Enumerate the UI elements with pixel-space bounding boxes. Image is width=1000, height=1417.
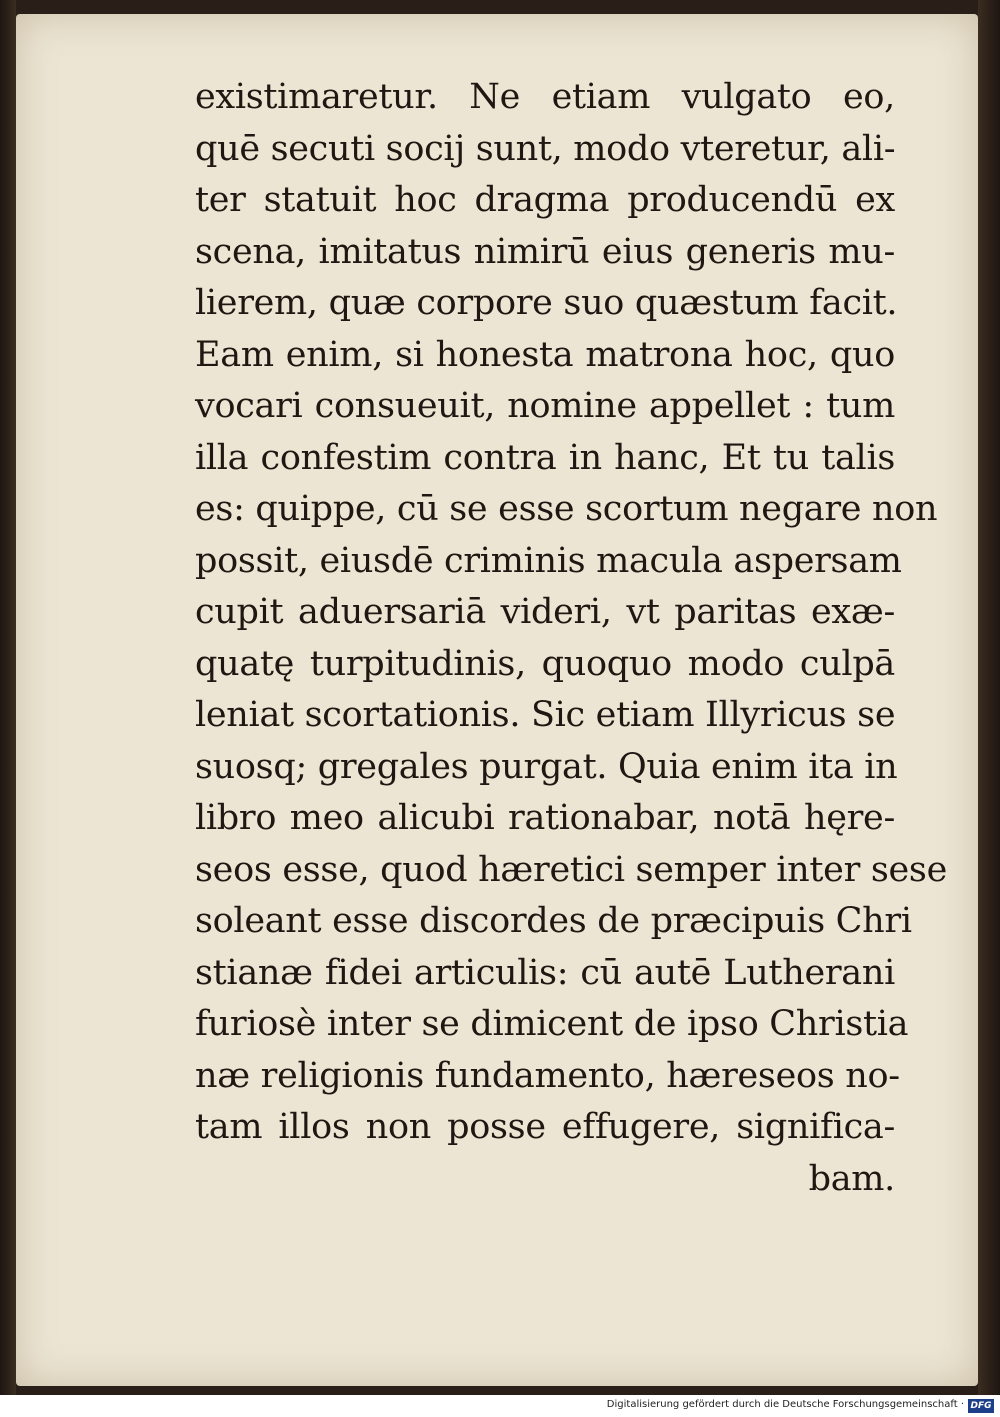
text-line: quatę turpitudinis, quoquo modo culpā bbox=[195, 643, 895, 684]
text-line: Eam enim, si honesta matrona hoc, quo bbox=[195, 334, 895, 375]
page-edge-right bbox=[978, 0, 1000, 1395]
footer-bar bbox=[0, 1395, 1000, 1417]
text-line: quē secuti socij sunt, modo vteretur, ali- bbox=[195, 128, 896, 169]
page-edge-left bbox=[0, 0, 16, 1395]
text-line: stianæ fidei articulis: cū autē Lutherani bbox=[195, 952, 895, 993]
text-line: furiosè inter se dimicent de ipso Christia bbox=[195, 1004, 909, 1044]
text-line: libro meo alicubi rationabar, notā hęre- bbox=[195, 798, 895, 838]
text-line: lierem, quæ corpore suo quæstum facit. bbox=[195, 283, 898, 323]
page-text-block bbox=[195, 72, 948, 1205]
dfg-logo-icon: DFG bbox=[968, 1399, 994, 1413]
text-line: illa confestim contra in hanc, Et tu talis bbox=[195, 437, 895, 478]
funding-credit: Digitalisierung gefördert durch die Deutsche Forschungsgemeinschaft · bbox=[606, 1399, 964, 1410]
text-line: suosq; gregales purgat. Quia enim ita in bbox=[195, 746, 898, 787]
text-line: leniat scortationis. Sic etiam Illyricus se bbox=[195, 695, 896, 735]
text-line: possit, eiusdē criminis macula aspersam bbox=[195, 540, 902, 581]
text-line: soleant esse discordes de præcipuis Chri bbox=[195, 901, 912, 941]
text-line: es: quippe, cū se esse scortum negare non bbox=[195, 489, 938, 529]
text-line: cupit aduersariā videri, vt paritas exæ- bbox=[195, 592, 895, 632]
text-line: scena, imitatus nimirū eius generis mu- bbox=[195, 231, 895, 272]
text-line: existimaretur. Ne etiam vulgato eo, bbox=[195, 77, 895, 117]
text-line: vocari consueuit, nomine appellet : tum bbox=[195, 386, 895, 426]
text-line: næ religionis fundamento, hæreseos no- bbox=[195, 1055, 900, 1096]
text-line: tam illos non posse effugere, significa- bbox=[195, 1107, 895, 1147]
text-line: ter statuit hoc dragma producendū ex bbox=[195, 180, 895, 220]
text-line-final: bam. bbox=[808, 1158, 895, 1199]
text-line: seos esse, quod hæretici semper inter sese bbox=[195, 849, 948, 890]
